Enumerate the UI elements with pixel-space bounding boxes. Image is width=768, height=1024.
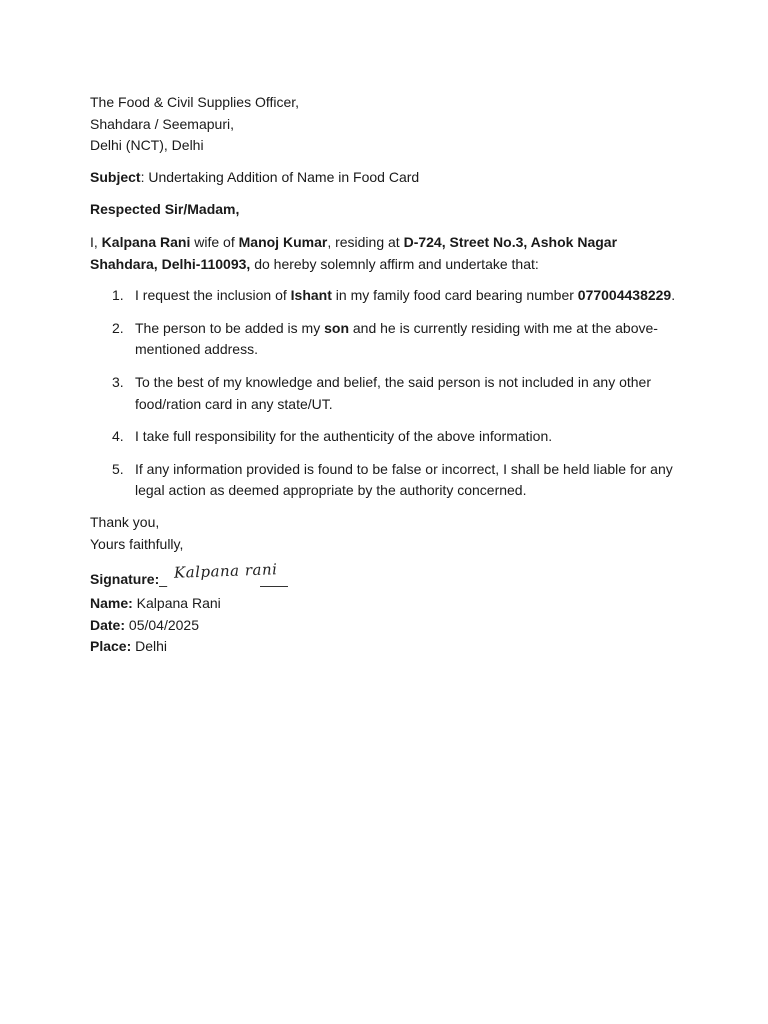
name-label: Name: <box>90 595 133 612</box>
list-item <box>90 318 680 361</box>
salutation: Respected Sir/Madam, <box>90 201 240 218</box>
signature-underline: _ <box>159 571 168 588</box>
intro-prefix: I, <box>90 233 102 250</box>
intro-residing: , residing at <box>327 233 404 250</box>
list-number: 1. <box>112 287 124 304</box>
place-value: Delhi <box>131 638 168 655</box>
list-number: 2. <box>112 319 124 336</box>
address-line-3: Delhi (NCT), Delhi <box>90 137 204 154</box>
date-value: 05/04/2025 <box>125 616 199 633</box>
relation: son <box>324 319 349 336</box>
signature-line <box>260 570 288 587</box>
food-card-number: 077004438229 <box>577 287 672 304</box>
intro-wife-of: wife of <box>190 233 239 250</box>
date-row <box>90 615 680 637</box>
closing-yours: Yours faithfully, <box>90 535 184 552</box>
item-text: I request the inclusion of <box>135 287 291 304</box>
name-value: Kalpana Rani <box>132 595 221 612</box>
item-text: . <box>671 287 676 304</box>
signature-row <box>90 560 680 593</box>
item-text: in my family food card bearing number <box>331 287 578 304</box>
husband-name: Manoj Kumar <box>238 233 328 250</box>
address-line-2: Shahdara / Seemapuri, <box>90 115 234 132</box>
details-block <box>90 593 680 658</box>
declarant-name: Kalpana Rani <box>101 233 191 250</box>
undertaking-list <box>90 285 680 502</box>
name-row <box>90 593 680 615</box>
residence-address: D-724, Street No.3, Ashok Nagar Shahdara, Delhi-110093, <box>90 233 618 272</box>
intro-paragraph <box>90 232 680 275</box>
list-number: 3. <box>112 373 124 390</box>
place-row <box>90 636 680 658</box>
recipient-address <box>90 92 680 157</box>
list-item <box>90 459 680 502</box>
handwritten-signature: Kalpana rani <box>173 560 278 582</box>
list-number: 5. <box>112 460 124 477</box>
list-item <box>90 372 680 415</box>
signature-label: Signature: <box>90 571 160 588</box>
list-item <box>90 285 680 307</box>
item-text: To the best of my knowledge and belief, the said person is not included in any other food/ration card in any state/UT. <box>135 373 651 412</box>
intro-suffix: do hereby solemnly affirm and undertake that: <box>250 255 539 272</box>
list-number: 4. <box>112 428 124 445</box>
subject-line <box>90 167 680 189</box>
item-text: I take full responsibility for the authenticity of the above information. <box>135 428 553 445</box>
item-text: The person to be added is my <box>135 319 325 336</box>
letter-page <box>90 92 680 658</box>
closing-thanks: Thank you, <box>90 513 160 530</box>
place-label: Place: <box>90 638 132 655</box>
subject-text: : Undertaking Addition of Name in Food Card <box>140 168 420 185</box>
item-text: If any information provided is found to be false or incorrect, I shall be held liable for any legal action as deemed appropriate by the authority concerned. <box>135 460 673 499</box>
closing <box>90 512 680 555</box>
subject-label: Subject <box>90 168 141 185</box>
person-name: Ishant <box>290 287 332 304</box>
list-item <box>90 426 680 448</box>
address-line-1: The Food & Civil Supplies Officer, <box>90 94 300 110</box>
item-text: and he is currently residing with me at the above-mentioned address. <box>135 319 658 358</box>
date-label: Date: <box>90 616 126 633</box>
